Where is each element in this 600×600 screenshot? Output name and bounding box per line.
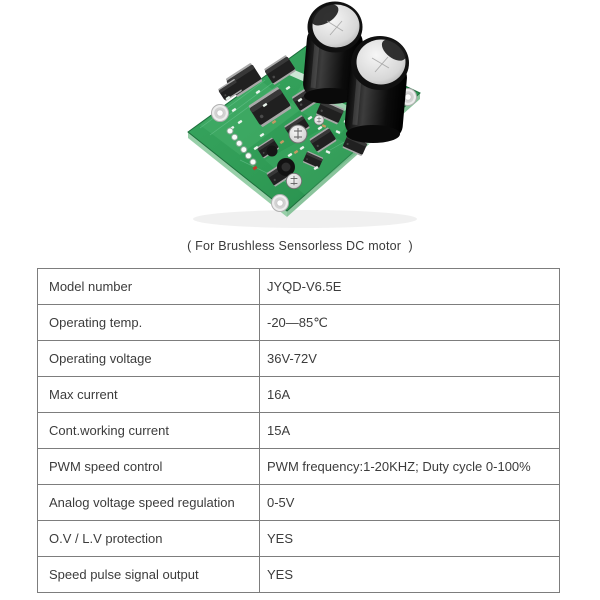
table-row	[38, 412, 559, 448]
spec-value: YES	[267, 531, 294, 546]
table-row	[38, 304, 559, 340]
photo-caption: ( For Brushless Sensorless DC motor )	[187, 239, 413, 253]
spec-label: Operating temp.	[38, 305, 260, 340]
table-row	[38, 340, 559, 376]
spec-label: Cont.working current	[38, 413, 260, 448]
table-row	[38, 520, 559, 556]
spec-value: 16A	[267, 387, 291, 402]
spec-value: 0-5V	[267, 495, 295, 510]
spec-label: PWM speed control	[38, 449, 260, 484]
table-row	[38, 484, 559, 520]
spec-label: O.V / L.V protection	[38, 521, 260, 556]
spec-value: PWM frequency:1-20KHZ; Duty cycle 0-100%	[267, 459, 531, 474]
spec-label: Model number	[38, 269, 260, 304]
spec-value: -20—85℃	[267, 314, 328, 330]
spec-value: JYQD-V6.5E	[267, 279, 342, 294]
spec-label: Max current	[38, 377, 260, 412]
product-photo	[170, 0, 450, 235]
table-row	[38, 448, 559, 484]
table-row	[38, 269, 559, 304]
spec-value: 36V-72V	[267, 351, 317, 366]
spec-value: YES	[267, 567, 294, 582]
spec-table	[37, 268, 560, 593]
table-row	[38, 556, 559, 592]
pcb-photo-illustration	[170, 0, 450, 235]
spec-label: Analog voltage speed regulation	[38, 485, 260, 520]
board-shadow	[193, 210, 417, 228]
table-row	[38, 376, 559, 412]
spec-label: Operating voltage	[38, 341, 260, 376]
spec-label: Speed pulse signal output	[38, 557, 260, 592]
spec-value: 15A	[267, 423, 291, 438]
